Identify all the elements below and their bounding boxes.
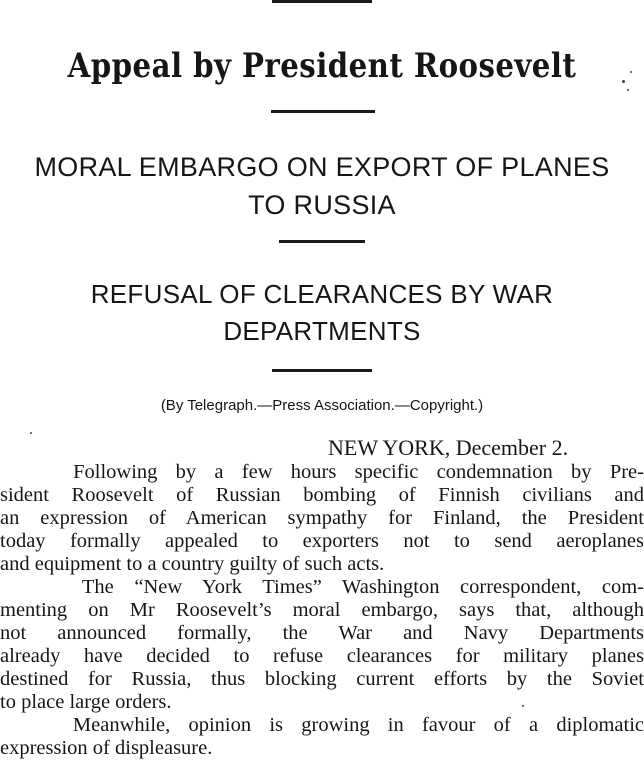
- body-line: and equipment to a country guilty of such acts.: [0, 553, 385, 575]
- body-line: The “New York Times” Washington correspondent, com-: [0, 576, 644, 598]
- subhead-2-line-1: REFUSAL OF CLEARANCES BY WAR: [90, 279, 554, 309]
- subhead-2-line-2: DEPARTMENTS: [223, 316, 421, 346]
- byline: (By Telegraph.—Press Association.—Copyright.): [160, 397, 484, 414]
- scan-speck: [622, 80, 625, 83]
- headline: Appeal by President Roosevelt: [67, 46, 577, 86]
- rule-below-subhead-1: [279, 240, 365, 243]
- rule-below-subhead-2: [272, 369, 372, 372]
- body-line: destined for Russia, thus blocking current efforts by the Soviet: [0, 668, 644, 690]
- body-line: expression of displeasure.: [0, 737, 213, 759]
- top-rule: [272, 0, 372, 3]
- scan-speck: [522, 705, 524, 707]
- scan-speck: [627, 89, 629, 91]
- body-line: Meanwhile, opinion is growing in favour of a diplomatic: [0, 714, 644, 736]
- subhead-1-line-1: MORAL EMBARGO ON EXPORT OF PLANES: [34, 152, 610, 182]
- body-line: already have decided to refuse clearances for military planes: [0, 645, 644, 667]
- body-line: menting on Mr Roosevelt’s moral embargo, says that, although: [0, 599, 644, 621]
- body-line: not announced formally, the War and Navy Departments: [0, 622, 644, 644]
- body-line: today formally appealed to exporters not to send aeroplanes: [0, 530, 644, 552]
- dateline: NEW YORK, December 2.: [328, 435, 569, 460]
- scan-speck: [30, 432, 32, 434]
- body-line: sident Roosevelt of Russian bombing of Finnish civilians and: [0, 484, 644, 506]
- body-line: to place large orders.: [0, 691, 172, 713]
- scan-speck: [630, 71, 632, 73]
- rule-below-headline: [271, 110, 375, 113]
- body-line: Following by a few hours specific condemnation by Pre-: [0, 461, 644, 483]
- subhead-1-line-2: TO RUSSIA: [248, 190, 396, 220]
- body-line: an expression of American sympathy for Finland, the President: [0, 507, 644, 529]
